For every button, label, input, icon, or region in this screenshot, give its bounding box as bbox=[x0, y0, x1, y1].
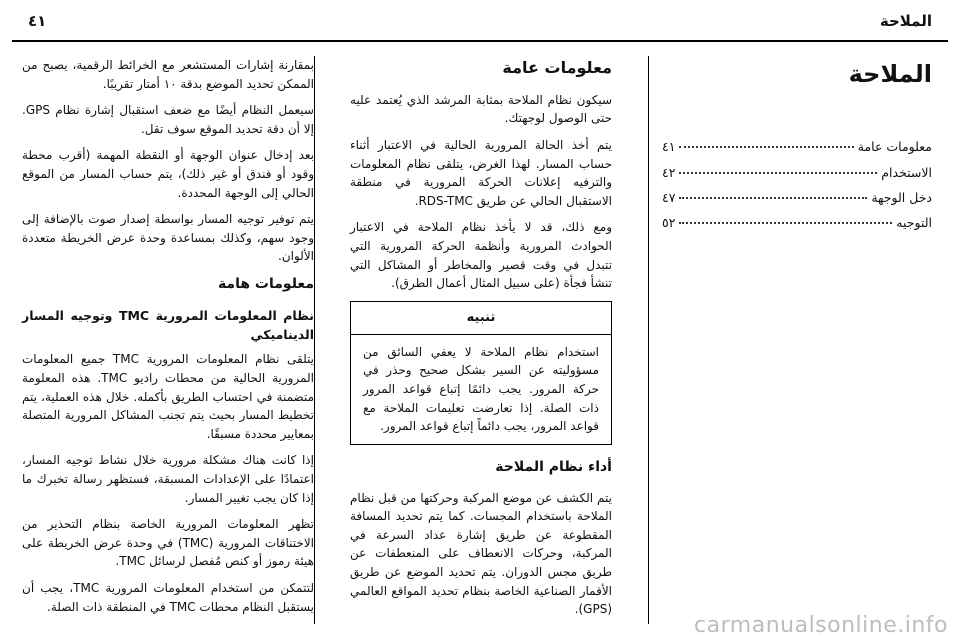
toc-item-label: التوجيه bbox=[896, 215, 932, 231]
notice-box bbox=[350, 301, 612, 445]
section-title: معلومات هامة bbox=[217, 275, 314, 292]
paragraph: لتتمكن من استخدام المعلومات المرورية TMC، يجب أن يستقبل النظام محطات TMC في المنطقة ذات الصلة. bbox=[22, 580, 314, 614]
toc-item-page: ٤١ bbox=[662, 139, 676, 155]
notice-title: تنبيه bbox=[351, 302, 611, 335]
section-title: أداء نظام الملاحة bbox=[495, 458, 612, 475]
paragraph: يتم أخذ الحالة المرورية الحالية في الاعتبار أثناء حساب المسار. لهذا الغرض، يتلقى نظام المعلومات والترفيه إعلانات الحركة المرورية في منطقة الاستقبال الحالي عن طريق RDS-TMC. bbox=[350, 137, 612, 208]
header-title: الملاحة bbox=[879, 12, 932, 30]
paragraph: سيعمل النظام أيضًا مع ضعف استقبال إشارة نظام GPS. إلا أن دقة تحديد الموقع سوف تقل. bbox=[22, 103, 314, 136]
header-page-number: ٤١ bbox=[28, 12, 47, 30]
toc-item-page: ٤٧ bbox=[662, 189, 676, 205]
column-divider bbox=[314, 56, 315, 624]
toc-leader bbox=[679, 197, 867, 199]
toc-item-label: الاستخدام bbox=[881, 164, 932, 180]
toc-item-label: معلومات عامة bbox=[857, 139, 932, 155]
toc-item-page: ٥٢ bbox=[662, 215, 676, 231]
toc-leader bbox=[679, 222, 892, 224]
paragraph: يتم الكشف عن موضع المركبة وحركتها من قبل نظام الملاحة باستخدام المجسات. كما يتم تحديد المسافة المقطوعة عن طريق إشارة عداد السرعة في المركبة، وحركات الانعطاف على المنعطفات عن طريق مجس الدوران. يتم تحديد الموضع عن طريق الأقمار الصناعية الخاصة بنظام تحديد المواقع العالمي (GPS). bbox=[350, 490, 612, 617]
subsection-title: نظام المعلومات المرورية TMC وتوجيه المسار الديناميكي bbox=[22, 307, 314, 342]
toc-item-label: دخل الوجهة bbox=[871, 189, 932, 205]
paragraph: سيكون نظام الملاحة بمثابة المرشد الذي يُعتمد عليه حتى الوصول لوجهتك. bbox=[350, 92, 612, 126]
paragraph: بمقارنة إشارات المستشعر مع الخرائط الرقمية، يصبح من الممكن تحديد الموضع بدقة ١٠ أمتار تقريبًا. bbox=[22, 58, 314, 91]
chapter-title: الملاحة bbox=[848, 60, 932, 88]
section-title: معلومات عامة bbox=[502, 58, 612, 77]
paragraph: بعد إدخال عنوان الوجهة أو النقطة المهمة (أقرب محطة وقود أو فندق أو غير ذلك)، يتم حساب المسار من الموقع الحالي إلى الوجهة المحددة. bbox=[22, 148, 314, 200]
paragraph: تظهر المعلومات المرورية الخاصة بنظام التحذير من الاختناقات المرورية (TMC) في وحدة عرض الخريطة على هيئة رموز أو كنص مُفصل لرسائل TMC. bbox=[22, 517, 314, 569]
toc-item[interactable] bbox=[662, 137, 932, 156]
column-divider bbox=[648, 56, 649, 624]
paragraph: إذا كانت هناك مشكلة مرورية خلال نشاط توجيه المسار، اعتمادًا على الإعدادات المسبقة، فستظهر رسالة تخبرك ما إذا كان يجب تغيير المسار. bbox=[22, 453, 314, 505]
toc-column bbox=[662, 56, 932, 239]
important-info-column bbox=[22, 56, 314, 624]
toc-item-page: ٤٢ bbox=[662, 164, 676, 180]
notice-body: استخدام نظام الملاحة لا يعفي السائق من مسؤوليته عن السير بشكل صحيح وحذر في حركة المرور. يجب دائمًا إتباع قواعد المرور ذات الصلة. إذا تعارضت تعليمات الملاحة مع قواعد المرور، يجب دائماً إتباع قواعد المرور. bbox=[363, 344, 599, 434]
toc-leader bbox=[679, 146, 853, 148]
watermark: carmanualsonline.info bbox=[694, 613, 948, 638]
toc-item[interactable] bbox=[662, 188, 932, 207]
paragraph: يتلقى نظام المعلومات المرورية TMC جميع المعلومات المرورية الحالية من محطات راديو TMC. هذه المعلومة متضمنة في احتساب الطريق بأكمله. خلال هذه العملية، يتم تخطيط المسار بحيث يتم تجنب المشاكل المرورية المتصلة بمعايير محددة مسبقًا. bbox=[22, 352, 315, 441]
header-divider bbox=[12, 40, 948, 42]
toc-item[interactable] bbox=[662, 163, 932, 182]
paragraph: ومع ذلك، قد لا يأخذ نظام الملاحة في الاعتبار الحوادث المرورية وأنظمة الحركة المرورية التي تتبدل في وقت قصير والمخاطر أو المشاكل التي تنشأ فجأة (على سبيل المثال أعمال الطرق). bbox=[350, 220, 612, 291]
paragraph: يتم توفير توجيه المسار بواسطة إصدار صوت بالإضافة إلى وجود سهم، وكذلك بمساعدة وحدة عرض الخريطة متعددة الألوان. bbox=[22, 212, 314, 264]
general-info-column bbox=[350, 56, 612, 627]
page-header bbox=[28, 6, 932, 36]
toc-leader bbox=[679, 172, 877, 174]
toc-item[interactable] bbox=[662, 213, 932, 232]
